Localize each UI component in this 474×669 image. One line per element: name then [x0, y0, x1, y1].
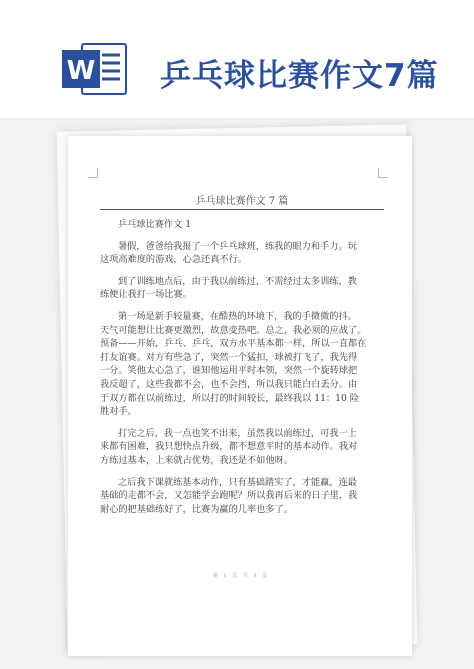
text-line: 一分。笑他太心急了，谁知他运用平时本领，突然一个旋转球把 [100, 365, 358, 377]
section-heading: 乒乓球比赛作文 1 [118, 219, 192, 230]
text-line: 之后我下课就练基本动作，只有基础踏实了，才能赢，连最 [118, 476, 357, 488]
word-logo-letter: W [66, 56, 96, 86]
text-line: 练便让我打一场比赛。 [100, 289, 192, 301]
paragraph-gap [100, 267, 382, 275]
header-rule [100, 209, 384, 210]
text-line: 耐心的把基础练好了，比赛为赢的几率也多了。 [100, 503, 293, 515]
text-line: 暑假，爸爸给我报了一个乒乓球班，练我的眼力和手力。玩 [118, 240, 357, 252]
document-body [100, 218, 382, 516]
text-line: 于双方都在以前练过，所以打的时间较长，最终我以 11：10 险 [100, 392, 359, 404]
paragraph-gap [100, 232, 382, 240]
text-line: 打完之后，我一点也笑不出来，虽然我以前练过，可我一上 [118, 427, 357, 439]
page-footer: 第 1 页 共 8 页 [212, 573, 270, 579]
page-header: 乒乓球比赛作文 7 篇 [195, 196, 289, 207]
paragraph-gap [100, 468, 382, 476]
text-line: 天气可能想让比赛更激烈，故意变热吧。总之，我必须的应战了。 [100, 324, 367, 336]
text-line: 基础的走都不会，又怎能学会跑呢？所以我再后来的日子里，我 [100, 490, 358, 502]
text-line: 到了训练地点后，由于我以前练过，不需经过太多训练，教 [118, 275, 357, 287]
page-corner-mark [378, 168, 388, 178]
text-line: 打友谊赛。对方有些急了，突然一个猛扣，球被打飞了，我先得 [100, 351, 358, 363]
banner-title: 乒乓球比赛作文7篇 [160, 58, 439, 94]
text-line: 方练过基本，上来就占优势，我还是不如他呀。 [100, 454, 293, 466]
banner [0, 0, 474, 120]
text-line: 我反超了，这些我都不会，也不会挡，所以我只能白白丢分。由 [100, 378, 358, 390]
page-corner-mark [88, 168, 98, 178]
paragraph-gap [100, 302, 382, 310]
text-line: 第一场是新手较量赛，在酷热的环境下，我的手微微的抖。 [118, 310, 357, 322]
text-line: 来都有困难，我只想快点升级，都不想意平时的基本动作。我对 [100, 441, 358, 453]
paragraph-gap [100, 419, 382, 427]
text-line: 胜对手。 [100, 406, 137, 418]
text-line: 这项高难度的游戏，心急还真不行。 [100, 254, 247, 266]
text-line: 预备——开始，乒乓、乒乓，双方水平基本都一样，所以一直都在 [100, 338, 367, 350]
word-document-icon [62, 42, 132, 96]
